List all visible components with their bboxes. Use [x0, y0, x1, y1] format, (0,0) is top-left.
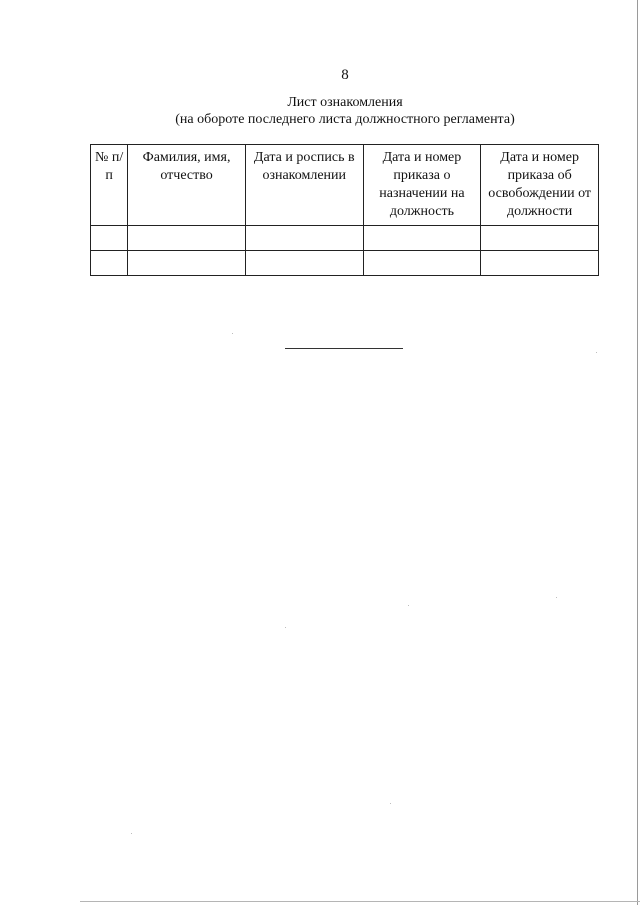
title-line-2: (на обороте последнего листа должностного регламента) [175, 112, 515, 127]
table-cell[interactable] [91, 226, 128, 251]
scan-speck [390, 803, 391, 804]
table-header-row [91, 145, 599, 226]
scan-speck [232, 333, 233, 334]
table-cell[interactable] [245, 251, 363, 276]
page-edge-bottom [80, 901, 640, 902]
table-cell[interactable] [481, 251, 599, 276]
document-title [0, 94, 640, 128]
scan-speck [285, 627, 286, 628]
header-date-signature: Дата и роспись в ознакомлении [245, 145, 363, 226]
scan-speck [596, 352, 597, 353]
page-number: 8 [341, 67, 349, 83]
table-row [91, 226, 599, 251]
table-cell[interactable] [363, 251, 481, 276]
table-cell[interactable] [363, 226, 481, 251]
header-full-name: Фамилия, имя, отчество [128, 145, 246, 226]
table-cell[interactable] [481, 226, 599, 251]
header-release-order: Дата и номер приказа об освобождении от должности [481, 145, 599, 226]
table-cell[interactable] [245, 226, 363, 251]
title-line-1: Лист ознакомления [287, 95, 403, 110]
header-appointment-order: Дата и номер приказа о назначении на должность [363, 145, 481, 226]
table-cell[interactable] [91, 251, 128, 276]
closing-rule [285, 348, 403, 349]
table-cell[interactable] [128, 251, 246, 276]
table-cell[interactable] [128, 226, 246, 251]
scan-speck [131, 833, 132, 834]
table-row [91, 251, 599, 276]
page-edge-right [637, 0, 638, 905]
header-number: № п/п [91, 145, 128, 226]
acknowledgement-table [90, 144, 599, 276]
scan-speck [408, 605, 409, 606]
scan-speck [556, 597, 557, 598]
